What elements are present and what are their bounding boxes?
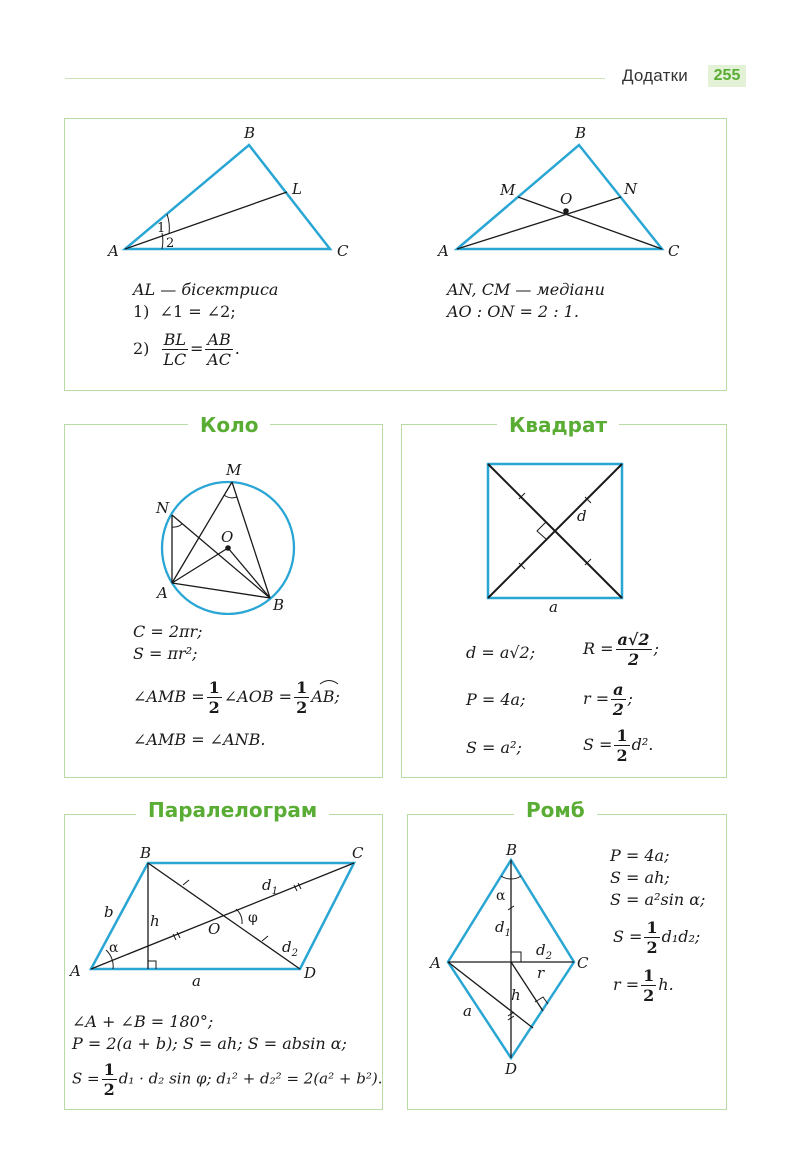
label-a: a xyxy=(192,972,201,990)
perimeter-formula: P = 4a; xyxy=(466,690,526,709)
diagonal-formula: d = a√2; xyxy=(466,643,536,662)
label-A: A xyxy=(70,962,81,980)
label-C: C xyxy=(668,242,680,260)
fraction-half xyxy=(644,918,659,957)
rhombus-area-sin-formula: S = a²sin α; xyxy=(610,890,706,909)
label-A: A xyxy=(157,584,168,602)
label-D: D xyxy=(505,1060,518,1078)
radius-oa xyxy=(172,548,228,583)
rhombus-area-diagonal-formula xyxy=(613,918,700,957)
numerator: 1 xyxy=(296,678,308,697)
label-d2 xyxy=(536,941,552,962)
numerator: a xyxy=(613,680,624,699)
circumradius-formula xyxy=(583,630,659,669)
semicolon: ; xyxy=(653,639,659,658)
label-C: C xyxy=(577,954,589,972)
label-M: M xyxy=(226,461,242,479)
equal-inscribed-angles: ∠AMB = ∠ANB. xyxy=(133,730,266,749)
inradius-formula xyxy=(583,680,633,719)
median-definition xyxy=(447,280,605,300)
label-r: r xyxy=(537,964,545,982)
subscript: 1 xyxy=(271,886,278,897)
denominator: 2 xyxy=(627,650,640,669)
angle-label-1: 1 xyxy=(157,221,166,236)
denominator: AC xyxy=(207,350,231,369)
label-N: N xyxy=(156,499,170,517)
formula-part: ∠AOB = xyxy=(223,687,293,706)
formula-part: r = xyxy=(583,689,610,708)
rhombus-perimeter-formula: P = 4a; xyxy=(610,846,670,865)
perimeter-area-formulas: P = 2(a + b); S = ah; S = absin α; xyxy=(72,1034,347,1053)
numerator: 1 xyxy=(646,918,658,937)
label-h: h xyxy=(150,912,160,930)
label-B: B xyxy=(506,841,518,859)
label-O: O xyxy=(221,528,234,546)
fraction-half xyxy=(102,1060,117,1099)
rhombus-figure xyxy=(425,840,595,1080)
angle-arc-1 xyxy=(167,214,169,234)
label-O: O xyxy=(208,920,221,938)
square-figure xyxy=(478,455,638,615)
label-a: a xyxy=(549,598,558,615)
formula-part: S = xyxy=(583,735,613,754)
denominator: LC xyxy=(163,350,187,369)
fraction-a-root2-over-2 xyxy=(616,630,652,669)
formula-part: r = xyxy=(613,975,640,994)
formula-part: ∠AMB = xyxy=(133,687,205,706)
parallelogram-figure xyxy=(66,840,380,990)
label-O: O xyxy=(560,190,573,208)
item-number: 2) xyxy=(133,339,150,358)
parallelogram-title: Паралелограм xyxy=(136,798,329,822)
rhombus-inradius-formula xyxy=(613,966,674,1005)
header-rule xyxy=(65,78,605,79)
label-b: b xyxy=(104,903,114,921)
formula-part: d². xyxy=(631,735,654,754)
fraction-bl-lc xyxy=(162,330,188,369)
chord-mb xyxy=(232,482,270,598)
fraction-half xyxy=(207,678,222,717)
right-angle-mark xyxy=(511,952,521,962)
item-number: 1) xyxy=(133,302,150,321)
rhombus-title: Ромб xyxy=(514,798,597,822)
median-ratio: AO : ON = 2 : 1. xyxy=(447,302,579,321)
label-B: B xyxy=(575,124,587,142)
formula-part: S = xyxy=(72,1069,100,1088)
d-letter: d xyxy=(282,938,292,956)
label-A: A xyxy=(430,954,441,972)
angle-sum-formula: ∠A + ∠B = 180°; xyxy=(72,1012,214,1031)
formula-part: d₁ · d₂ sin φ; d₁² + d₂² = 2(a² + b²). xyxy=(118,1069,383,1088)
formula-part: d₁d₂; xyxy=(661,927,701,946)
label-A: A xyxy=(438,242,449,260)
radius-ob xyxy=(228,548,270,598)
circle-area-formula: S = πr²; xyxy=(133,644,198,663)
center-point xyxy=(225,545,231,551)
numerator: 1 xyxy=(616,726,628,745)
denominator: 2 xyxy=(643,986,655,1005)
label-B: B xyxy=(244,124,256,142)
d-letter: d xyxy=(536,941,546,959)
formula-part: R = xyxy=(583,639,614,658)
denominator: 2 xyxy=(616,746,628,765)
denominator: 2 xyxy=(103,1080,115,1099)
label-M: M xyxy=(500,181,516,199)
d-letter: d xyxy=(262,876,272,894)
denominator: 2 xyxy=(612,700,624,719)
area-formula: S = a²; xyxy=(466,738,522,757)
fraction-half xyxy=(614,726,629,765)
subscript: 1 xyxy=(504,928,511,939)
section-title: Додатки xyxy=(622,66,688,85)
numerator: a√2 xyxy=(617,630,650,649)
bisector-line xyxy=(125,192,287,249)
inscribed-angle-formula xyxy=(133,678,340,717)
fraction-half xyxy=(294,678,309,717)
label-a: a xyxy=(463,1002,472,1020)
label-d: d xyxy=(577,507,587,525)
label-C: C xyxy=(337,242,349,260)
fraction-a-over-2 xyxy=(611,680,625,719)
label-d2 xyxy=(282,938,298,959)
denominator: 2 xyxy=(646,938,658,957)
median-triangle-figure xyxy=(430,120,690,260)
median-text: AN, CM — медіани xyxy=(447,280,605,299)
angle-arc-m xyxy=(224,495,237,498)
angle-arc-n xyxy=(172,524,182,527)
label-A: A xyxy=(108,242,119,260)
numerator: BL xyxy=(163,330,186,349)
circumference-formula: C = 2πr; xyxy=(133,622,203,641)
right-angle-mark xyxy=(537,522,546,539)
period: . xyxy=(234,339,240,358)
rhombus-area-formula: S = ah; xyxy=(610,868,670,887)
label-B: B xyxy=(273,596,285,614)
label-alpha: α xyxy=(109,940,119,956)
fraction-ab-ac xyxy=(205,330,232,369)
square-title: Квадрат xyxy=(497,413,619,437)
bisector-property-2 xyxy=(133,330,240,369)
numerator: 1 xyxy=(643,966,655,985)
bisector-property-1 xyxy=(133,302,236,322)
diagonal-bd xyxy=(148,863,300,969)
label-L: L xyxy=(292,180,302,198)
bisector-definition xyxy=(133,280,278,300)
subscript: 2 xyxy=(291,948,298,959)
label-h: h xyxy=(511,986,521,1004)
circle-figure xyxy=(140,455,320,615)
equals-sign: = xyxy=(189,339,204,358)
label-D: D xyxy=(304,964,317,982)
denominator: 2 xyxy=(296,698,308,717)
angle-equality: ∠1 = ∠2; xyxy=(159,302,236,321)
diagonal-formulas xyxy=(72,1060,382,1099)
arc-ab: AB; xyxy=(311,687,340,706)
numerator: 1 xyxy=(208,678,220,697)
area-diagonal-formula xyxy=(583,726,653,765)
denominator: 2 xyxy=(208,698,220,717)
angle-arc-phi xyxy=(236,909,242,924)
bisector-triangle-figure xyxy=(100,120,360,260)
d-letter: d xyxy=(495,918,505,936)
fraction-half xyxy=(641,966,656,1005)
label-phi: φ xyxy=(248,910,258,926)
angle-label-2: 2 xyxy=(166,236,175,251)
diagonal-ac xyxy=(91,863,354,969)
numerator: 1 xyxy=(103,1060,115,1079)
bisector-text: AL — бісектриса xyxy=(133,280,279,299)
formula-part: h. xyxy=(658,975,674,994)
semicolon: ; xyxy=(627,689,633,708)
label-B: B xyxy=(140,844,152,862)
page-number: 255 xyxy=(708,65,746,87)
label-N: N xyxy=(624,180,638,198)
label-alpha: α xyxy=(496,888,506,904)
circle-title: Коло xyxy=(188,413,270,437)
label-d1 xyxy=(262,876,278,897)
label-C: C xyxy=(352,844,364,862)
subscript: 2 xyxy=(545,951,552,962)
label-d1 xyxy=(495,918,511,939)
centroid-point xyxy=(563,208,569,214)
arc-symbol xyxy=(318,678,340,686)
formula-part: S = xyxy=(613,927,643,946)
numerator: AB xyxy=(207,330,231,349)
